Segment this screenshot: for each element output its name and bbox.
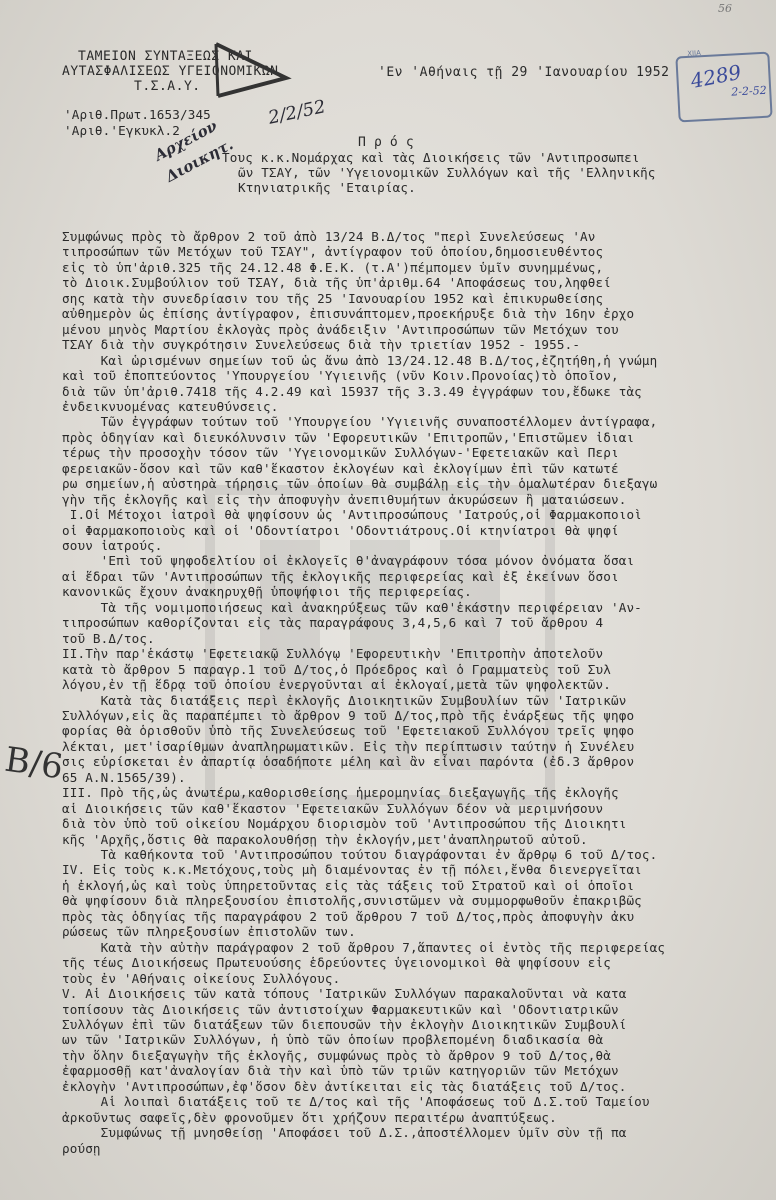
body-line: πρὸς ὁδηγίαν καὶ διευκόλυνσιν τῶν 'Εφορευτικῶν 'Επιτροπῶν,'Επιστῶμεν ἰδιαι [62, 429, 635, 445]
org-name-line2: ΑΥΤΑΣΦΑΛΙΣΕΩΣ ΥΓΕΙΟΝΟΜΙΚΩΝ [62, 64, 279, 79]
body-line: φορίας θὰ ὁρισθοῦν ὑπὸ τῆς Συνελεύσεως τοῦ 'Εφετειακοῦ Συλλόγου τρεῖς ψηφο [62, 723, 635, 739]
org-name-line1: ΤΑΜΕΙΟΝ ΣΥΝΤΑΞΕΩΣ ΚΑΙ [78, 49, 253, 64]
body-line: Συλλόγων ἐπὶ τῶν διατάξεων τῶν διεπουσῶν τὴν ἐκλογὴν Διοικητικῶν Συμβουλί [62, 1016, 627, 1032]
body-line: V. Αἱ Διοικήσεις τῶν κατὰ τόπους 'Ιατρικῶν Συλλόγων παρακαλοῦνται νὰ κατα [62, 986, 627, 1002]
body-line: Τὰ τῆς νομιμοποιήσεως καὶ ἀνακηρύξεως τῶν καθ'ἑκάστην περιφέρειαν 'Αν- [62, 599, 642, 615]
org-name-line3: Τ.Σ.Α.Υ. [134, 79, 201, 94]
body-line: III. Πρὸ τῆς,ὡς ἀνωτέρω,καθορισθείσης ἡμερομηνίας διεξαγωγῆς τῆς ἐκλογῆς [62, 785, 619, 801]
body-line: Συμφώνως πρὸς τὸ ἄρθρον 2 τοῦ ἀπὸ 13/24 Β.Δ/τος "περὶ Συνελεύσεως 'Αν [62, 229, 596, 244]
handwritten-archive-note: Αρχείον Διοικητ. [151, 116, 237, 186]
body-line: ἡ ἐκλογή,ὡς καὶ τοὺς ὑπηρετοῦντας εἰς τὰς τάξεις τοῦ Στρατοῦ καὶ οἱ ὁποῖοι [62, 877, 635, 893]
body-line: ἐκλογὴν 'Αντιπροσώπων,ἐφ'ὅσον δὲν ἀντίκειται εἰς τὰς διατάξεις τοῦ Δ/τος. [62, 1078, 627, 1094]
body-line: IV. Εἰς τοὺς κ.κ.Μετόχους,τοὺς μὴ διαμένοντας ἐν τῇ πόλει,ἔνθα διενεργεῖται [62, 862, 642, 878]
body-line: διὰ τὸν ὑπὸ τοῦ οἰκείου Νομάρχου διορισμὸν τοῦ 'Αντιπροσώπου τῆς Διοικητι [62, 816, 627, 832]
body-line: κῆς 'Αρχῆς,ὅστις θὰ παρακολουθήσῃ τὴν ἐκλογήν,μετ'ἀναπληρωτοῦ αὐτοῦ. [62, 831, 588, 847]
body-line: αἱ Διοικήσεις τῶν καθ'ἕκαστον 'Εφετειακῶν Συλλόγων δέον νὰ μεριμνήσουν [62, 800, 604, 816]
body-line: τὸ Διοικ.Συμβούλιον τοῦ ΤΣΑΥ, διὰ τῆς ὑπ'ἀριθμ.64 'Αποφάσεως του,ληφθεί [62, 275, 611, 291]
body-line: διὰ τῶν ὑπ'ἀριθ.7418 τῆς 4.2.49 καὶ 15937 τῆς 3.3.49 ἐγγράφων του,ἔδωκε τὰς [62, 383, 642, 399]
body-line: τιπροσώπων καθορίζονται εἰς τὰς παραγράφους 3,4,5,6 καὶ 7 τοῦ ἄρθρου 4 [62, 615, 604, 631]
body-line: αἱ ἕδραι τῶν 'Αντιπροσώπων τῆς ἐκλογικῆς περιφερείας καὶ ἐξ ἐκείνων ὅσοι [62, 568, 619, 584]
body-line: ρούσῃ [62, 1140, 101, 1156]
body-line: πρὸς τὰς ὁδηγίας τῆς παραγράφου 2 τοῦ ἄρθρου 7 τοῦ Δ/τος,πρὸς ἀποφυγὴν ἀκυ [62, 908, 635, 924]
stamp-date: 2-2-52 [730, 83, 768, 99]
body-line: λόγου,ἐν τῇ ἕδρᾳ τοῦ ὁποίου ἐνεργοῦνται αἱ ἐκλογαί,μετὰ τῶν ψηφολεκτῶν. [62, 677, 611, 693]
body-line: ΤΣΑΥ διὰ τὴν συγκρότησιν Συνελεύσεως διὰ τὴν τριετίαν 1952 - 1955.- [62, 337, 581, 353]
body-line: θὰ ψηφίσουν διὰ πληρεξουσίου ἐπιστολῆς,συνιστῶμεν νὰ συμμορφωθοῦν ἐπακριβῶς [62, 893, 642, 909]
body-line: Καὶ ὡρισμένων σημείων τοῦ ὡς ἄνω ἀπὸ 13/24.12.48 Β.Δ/τος,ἐζητήθη,ἡ γνώμη [62, 352, 658, 368]
body-line: σις εὑρίσκεται ἐν ἀπαρτίᾳ ὁσαδήποτε μέλη καὶ ἂν εἶναι παρόντα (ἐδ.3 ἄρθρον [62, 754, 635, 770]
body-line: ρώσεως τῶν πληρεξουσίων ἐπιστολῶν των. [62, 924, 356, 940]
stamp-small-text: ΧΙΙΑ [687, 49, 702, 58]
body-line: σης κατὰ τὴν συνεδρίασιν του τῆς 25 'Ιανουαρίου 1952 καὶ ἐπικυρωθείσης [62, 290, 604, 306]
body-line: λέκται, μετ'ἰσαρίθμων ἀναπληρωματικῶν. Εἰς τὴν περίπτωσιν ταύτην ἡ Συνέλευ [62, 738, 635, 754]
body-line: Κατὰ τὰς διατάξεις περὶ ἐκλογῆς Διοικητικῶν Συμβουλίων τῶν 'Ιατρικῶν [62, 692, 627, 708]
body-line: ἐνδεικνυομένας κατευθύνσεις. [62, 398, 279, 414]
body-line: I.Οἱ Μέτοχοι ἰατροὶ θὰ ψηφίσουν ὡς 'Αντιπροσώπους 'Ιατρούς,οἱ Φαρμακοποιοὶ [62, 507, 642, 523]
addressee-line1: Τους κ.κ.Νομάρχας καὶ τὰς Διοικήσεις τῶν 'Αντιπροσωπει [222, 150, 640, 165]
body-line: Συλλόγων,εἰς ἃς παραπέμπει τὸ ἄρθρον 9 τοῦ Δ/τος,πρὸ τῆς ἐνάρξεως τῆς ψηφο [62, 707, 635, 723]
prema-title: Π ρ ό ς [358, 135, 414, 150]
body-line: τὴν ὅλην διεξαγωγὴν τῆς ἐκλογῆς, συμφώνως πρὸς τὸ ἄρθρον 9 τοῦ Δ/τος,θὰ [62, 1047, 611, 1063]
body-line: εἰς τὸ ὑπ'ἀριθ.325 τῆς 24.12.48 Φ.Ε.Κ. (τ.Α')πέμπομεν ὑμῖν συνημμένως, [62, 259, 604, 275]
received-stamp [675, 49, 772, 123]
stamp-number: 4289 [688, 59, 744, 94]
body-line: φερειακῶν-ὅσον καὶ τῶν καθ'ἕκαστον ἐκλογέων καὶ ἐκλογίμων ἐπὶ τῶν κατωτέ [62, 460, 619, 476]
body-line: Τὰ καθήκοντα τοῦ 'Αντιπροσώπου τούτου διαγράφονται ἐν ἄρθρῳ 6 τοῦ Δ/τος. [62, 847, 658, 862]
addressee-line2: ῶν ΤΣΑΥ, τῶν 'Υγειονομικῶν Συλλόγων καὶ τῆς 'Ελληνικῆς [238, 165, 656, 180]
body-line: τῆς τέως Διοικήσεως Πρωτευούσης ἑδρεύοντες ὑγειονομικοὶ θὰ ψηφίσουν εἰς [62, 955, 611, 971]
body-line: μένου μηνὸς Μαρτίου ἐκλογὰς πρὸς ἀνάδειξιν 'Αντιπροσώπων τῶν Μετόχων του [62, 321, 619, 337]
addressee-line3: Κτηνιατρικῆς 'Εταιρίας. [238, 180, 416, 195]
body-line: τιπροσώπων τῶν Μετόχων τοῦ ΤΣΑΥ", ἀντίγραφον τοῦ ὁποίου,δημοσιευθέντος [62, 244, 604, 260]
body-line: 'Επὶ τοῦ ψηφοδελτίου οἱ ἐκλογεῖς θ'ἀναγράφουν τόσα μόνον ὀνόματα ὅσαι [62, 553, 635, 569]
body-line: Συμφώνως τῇ μνησθείσῃ 'Αποφάσει τοῦ Δ.Σ.,ἀποστέλλομεν ὑμῖν σὺν τῇ πα [62, 1125, 627, 1141]
circular-number: 'Αριθ.'Εγκυκλ.2 [64, 123, 180, 138]
body-line: καὶ τοῦ ἐποπτεύοντος 'Υπουργείου 'Υγιεινῆς (νῦν Κοιν.Προνοίας)τὸ ὁποῖον, [62, 368, 619, 384]
body-line: τοὺς ἐν 'Αθήναις οἰκείους Συλλόγους. [62, 970, 341, 986]
body-line: γὴν τῆς ἐκλογῆς καὶ εἰς τὴν ἀποφυγὴν ἀνεπιθυμήτων ἀκυρώσεων ἢ ματαιώσεων. [62, 491, 627, 507]
body-line: αὐθημερὸν ὡς ἐπίσης ἀντίγραφον, ἐπισυνάπτομεν,προεκήρυξε διὰ τὴν 16ην ἐρχο [62, 306, 635, 322]
protocol-number: 'Αριθ.Πρωτ.1653/345 [64, 107, 211, 122]
body-line: κατὰ τὸ ἄρθρον 5 παραγρ.1 τοῦ Δ/τος,ὁ Πρόεδρος καὶ ὁ Γραμματεὺς τοῦ Συλ [62, 661, 611, 677]
handwritten-reference: 2/2/52 [266, 96, 328, 129]
body-line: II.Τὴν παρ'ἑκάστῳ 'Εφετειακῷ Συλλόγῳ 'Εφορευτικὴν 'Επιτροπὴν ἀποτελοῦν [62, 646, 604, 662]
body-line: Αἱ λοιπαὶ διατάξεις τοῦ τε Δ/τος καὶ τῆς 'Αποφάσεως τοῦ Δ.Σ.τοῦ Ταμείου [62, 1094, 650, 1110]
body-line: τοῦ Β.Δ/τος. [62, 630, 155, 646]
body-line: ρω σημείων,ἡ αὐστηρὰ τήρησις τῶν ὁποίων θὰ συμβάλῃ εἰς τὴν ὁμαλωτέραν διεξαγω [62, 476, 658, 492]
body-line: τοπίσουν τὰς Διοικήσεις τῶν ἀντιστοίχων Φαρμακευτικῶν καὶ 'Οδοντιατρικῶν [62, 1001, 619, 1017]
body-line: ἀρκοῦντως σαφεῖς,δὲν φρονοῦμεν ὅτι χρήζουν περαιτέρω ἀναπτύξεως. [62, 1109, 557, 1125]
body-line: ἐφαρμοσθῇ κατ'ἀναλογίαν διὰ τὴν καὶ ὑπὸ τῶν τριῶν κατηγοριῶν τῶν Μετόχων [62, 1063, 619, 1079]
body-line: κανονικῶς ἔχουν ἀνακηρυχθῇ ὑποψήφιοι τῆς περιφερείας. [62, 584, 472, 600]
body-line: Τῶν ἐγγράφων τούτων τοῦ 'Υπουργείου 'Υγιεινῆς συναποστέλλομεν ἀντίγραφα, [62, 414, 658, 430]
body-line: σουν ἰατρούς. [62, 538, 163, 553]
body-line: οἱ Φαρμακοποιοὺς καὶ οἱ 'Οδοντίατροι 'Οδοντιάτρους.Οἱ κτηνίατροι θὰ ψηφί [62, 522, 619, 538]
body-line: 65 Α.Ν.1565/39). [62, 769, 186, 785]
page-number-mark: 56 [718, 2, 732, 15]
body-line: τέρως τὴν προσοχὴν τόσον τῶν 'Υγειονομικῶν Συλλόγων-'Εφετειακῶν καὶ Περι [62, 445, 619, 461]
date-line: 'Εν 'Αθήναις τῇ 29 'Ιανουαρίου 1952 [378, 65, 670, 80]
margin-note: Β/6 [2, 739, 66, 788]
body-line: ων τῶν 'Ιατρικῶν Συλλόγων, ἡ ὑπὸ τῶν ὁποίων προβλεπομένη διαδικασία θὰ [62, 1032, 604, 1048]
body-line: Κατὰ τὴν αὐτὴν παράγραφον 2 τοῦ ἄρθρου 7,ἅπαντες οἱ ἐντὸς τῆς περιφερείας [62, 939, 666, 955]
